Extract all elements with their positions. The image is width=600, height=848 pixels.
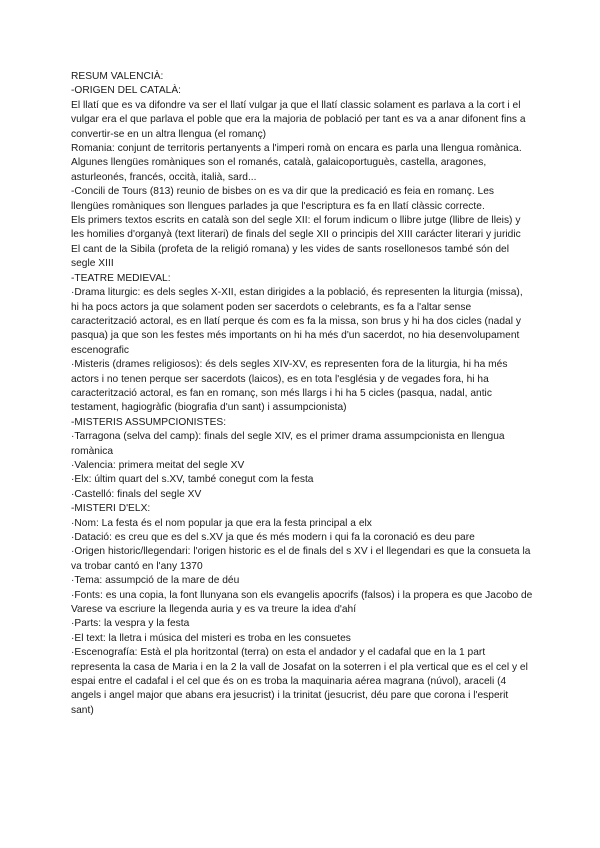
list-item-datacio: ·Datació: es creu que es del s.XV ja que és més modern i qui fa la coronació es deu pare [71, 532, 475, 543]
paragraph-llati: El llatí que es va difondre va ser el llatí vulgar ja que el llatí classic solament es parlava a la cort i el vulgar era el que parlava el poble que era la majoria de població per tant es va a anar difonent fins a convertir-se en un altra llengua (el romanç) [71, 99, 526, 140]
section-heading-teatre: -TEATRE MEDIEVAL: [71, 272, 171, 284]
doc-title: RESUM VALENCIÀ: [71, 71, 164, 82]
list-item-origen: ·Origen historic/llegendari: l'origen historic es el de finals del s XV i el llegendari es que la consueta la va trobar cantó en l'any 1370 [71, 546, 531, 572]
list-item-nom: ·Nom: La festa és el nom popular ja que era la festa principal a elx [71, 517, 372, 529]
list-item-escenografia: ·Escenografía: Està el pla horitzontal (terra) on esta el andador y el cadafal que en la 1 part representa la casa de Maria i en la 2 la vall de Josafat on la soterren i el pla vertical que es el cel y el espai entre el cadafal i el cel que és on es troba la maquinaria aérea magrana (núvol), araceli (4 angels i angel major que abans era jesucrist) i la trinitat (jesucrist, déu pare que corona i l'esperit sant) [71, 647, 528, 716]
list-item-elx: ·Elx: últim quart del s.XV, també conegut com la festa [71, 474, 314, 486]
list-item-valencia: ·Valencia: primera meitat del segle XV [71, 459, 245, 471]
document-page [71, 70, 533, 718]
paragraph-drama-liturgic: ·Drama liturgic: es dels segles X-XII, estan dirigides a la població, és representen la liturgia (missa), hi ha pocs actors ja que solament poden ser sacerdots o celebrants, es fa a l'altar sense caracterització actoral, es en llatí perque és com es fa la missa, son brus y hi ha dos cicles (nadal y pasqua) ja que son les festes més importants on hi ha més d'un sacerdot, no hia desenvolupament escenografic [71, 287, 523, 356]
paragraph-primers-textos: Els primers textos escrits en català son del segle XII: el forum indicum o llibre jutge (llibre de lleis) y les homilies d'organyà (text literari) de finals del segle XII o principis del XIII carácter literari y juridic [71, 215, 521, 241]
list-item-text: ·El text: la lletra i música del misteri es troba en les consuetes [71, 632, 351, 644]
section-heading-origen: -ORIGEN DEL CATALÀ: [71, 85, 182, 97]
list-item-parts: ·Parts: la vespra y la festa [71, 618, 190, 630]
list-item-castello: ·Castelló: finals del segle XV [71, 488, 202, 500]
paragraph-concili: -Concili de Tours (813) reunio de bisbes on es va dir que la predicació es feia en romanç. Les llengües romàniques son llengues parlades ja que l'escriptura es fa en llatí clàssic correcte. [71, 186, 495, 212]
paragraph-misteris: ·Misteris (drames religiosos): és dels segles XIV-XV, es representen fora de la liturgia, hi ha més actors i no tenen perque ser sacerdots (laicos), es en tota l'església y de vegades fora, hi ha caracterització actoral, es fan en romanç, son més llargs i hi ha 5 cicles (pasqua, nadal, antic testament, hagiogràfic (biografia d'un sant) i assumpcionista) [71, 359, 508, 414]
section-heading-misteri-elx: -MISTERI D'ELX: [71, 503, 151, 515]
paragraph-sibila: El cant de la Sibila (profeta de la religió romana) y les vides de sants rosellonesos també són del segle XIII [71, 243, 510, 270]
paragraph-romania: Romania: conjunt de territoris pertanyents a l'imperi romà on encara es parla una llengua romànica. Algunes llengües romàniques son el romanés, català, galaicoportuguès, castella, aragones, asturleonés, francés, occità, italià, sard... [71, 143, 522, 183]
list-item-tema: ·Tema: assumpció de la mare de déu [71, 575, 240, 587]
list-item-tarragona: ·Tarragona (selva del camp): finals del segle XIV, es el primer drama assumpcionista en llengua romànica [71, 431, 505, 457]
section-heading-assumpcionistes: -MISTERIS ASSUMPCIONISTES: [71, 416, 227, 428]
list-item-fonts: ·Fonts: es una copia, la font llunyana son els evangelis apocrifs (falsos) i la propera es que Jacobo de Varese va escriure la llegenda auria y es va treure la idea d'ahí [71, 589, 533, 616]
